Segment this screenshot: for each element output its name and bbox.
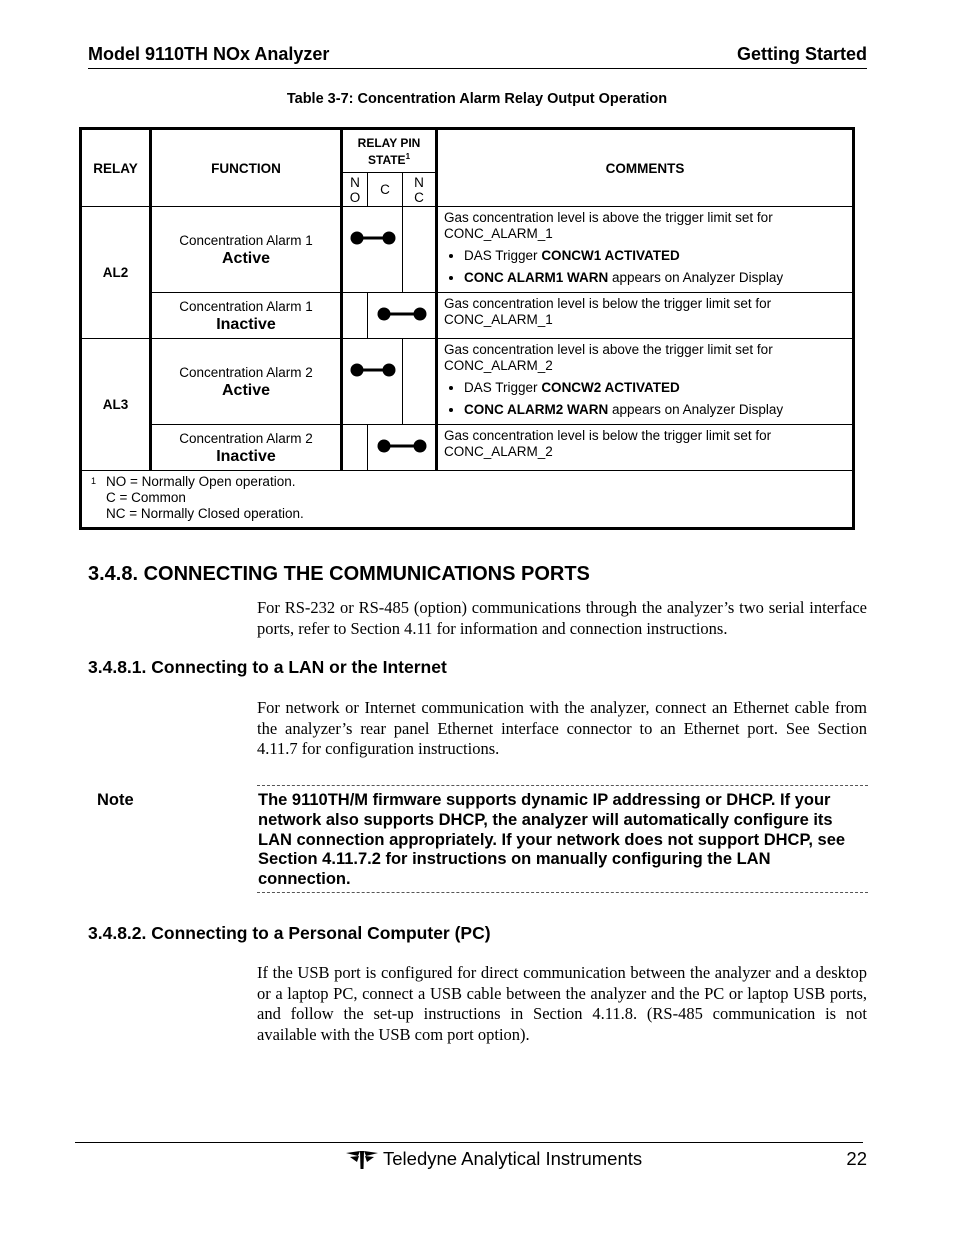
header-model: Model 9110TH NOx Analyzer — [88, 44, 330, 64]
footer-brand: Teledyne Analytical Instruments — [383, 1148, 643, 1169]
pin-no-c-contact — [342, 339, 403, 425]
table-footnote-row — [81, 471, 854, 529]
relay-al2: AL2 — [81, 207, 151, 339]
col-header-pin-state: RELAY PIN STATE$^1$ — [342, 129, 437, 173]
relay-al3: AL3 — [81, 339, 151, 471]
comment-cell: Gas concentration level is above the trigger limit set for CONC_ALARM_2 • DAS Trigger CONCW2 ACTIVATED • CONC ALARM2 WARN appears on Analyzer Display — [437, 339, 854, 425]
function-cell: Concentration Alarm 2 Active — [151, 339, 342, 425]
table-row — [81, 425, 854, 471]
comment-cell: Gas concentration level is below the trigger limit set for CONC_ALARM_2 — [437, 425, 854, 471]
function-cell: Concentration Alarm 1 Active — [151, 207, 342, 293]
teledyne-logo-icon — [344, 1147, 380, 1176]
note-divider-top — [257, 785, 868, 786]
header-chapter: Getting Started — [736, 44, 867, 64]
subsection-pc-title: 3.4.8.2. Connecting to a Personal Computer (PC) — [88, 923, 491, 943]
col-header-comments: COMMENTS — [437, 129, 854, 207]
list-item: • DAS Trigger CONCW1 ACTIVATED — [464, 248, 846, 264]
subsection-pc-text: If the USB port is configured for direct communication between the analyzer and a desktop or a laptop PC, connect a USB cable between the analyzer and the PC or laptop USB ports, and follow the set-up instructions in Section 4.11.8. (RS-485 communication is not available with the USB com port option). — [257, 963, 867, 1044]
header-divider — [88, 68, 867, 69]
table-row — [81, 207, 854, 293]
comment-cell: Gas concentration level is above the trigger limit set for CONC_ALARM_1 • DAS Trigger CONCW1 ACTIVATED • CONC ALARM1 WARN appears on Analyzer Display — [437, 207, 854, 293]
list-item: • CONC ALARM1 WARN appears on Analyzer Display — [464, 270, 846, 286]
col-header-nc: N C — [403, 173, 437, 207]
subsection-lan-title: 3.4.8.1. Connecting to a LAN or the Internet — [88, 657, 447, 677]
col-header-function: FUNCTION — [151, 129, 342, 207]
note-label: Note — [97, 791, 134, 809]
list-item: • DAS Trigger CONCW2 ACTIVATED — [464, 380, 846, 396]
comment-cell: Gas concentration level is below the trigger limit set for CONC_ALARM_1 — [437, 293, 854, 339]
subsection-lan-text: For network or Internet communication with the analyzer, connect an Ethernet cable from the analyzer’s rear panel Ethernet interface connector to an Ethernet port. See Section 4.11.7 for configuration instructions. — [257, 698, 867, 758]
pin-c-nc-contact — [368, 293, 437, 339]
function-cell: Concentration Alarm 1 Inactive — [151, 293, 342, 339]
section-intro: For RS-232 or RS-485 (option) communications through the analyzer’s two serial interface ports, refer to Section 4.11 for information and connection instructions. — [257, 598, 867, 638]
page-number: 22 — [846, 1148, 867, 1169]
list-item: • CONC ALARM2 WARN appears on Analyzer Display — [464, 402, 846, 418]
footer-divider — [75, 1142, 863, 1143]
table-footnote: 1 NO = Normally Open operation. C = Common NC = Normally Closed operation. — [81, 471, 854, 529]
col-header-relay: RELAY — [81, 129, 151, 207]
section-title: 3.4.8. CONNECTING THE COMMUNICATIONS PORTS — [88, 563, 590, 585]
pin-c-nc-contact — [368, 425, 437, 471]
table-caption: Table 3-7: Concentration Alarm Relay Output Operation — [286, 91, 668, 107]
table-row — [81, 339, 854, 425]
note-divider-bottom — [257, 892, 868, 893]
relay-table — [79, 127, 855, 530]
pin-no-c-contact — [342, 207, 403, 293]
col-header-no: N O — [342, 173, 368, 207]
note-text: The 9110TH/M firmware supports dynamic IP addressing or DHCP. If your network also supports DHCP, the analyzer will automatically configure its LAN connection appropriately. If your network does not support DHCP, see Section 4.11.7.2 for instructions on manually configuring the LAN connection. — [258, 791, 846, 889]
col-header-c: C — [368, 173, 403, 207]
function-cell: Concentration Alarm 2 Inactive — [151, 425, 342, 471]
table-row — [81, 293, 854, 339]
